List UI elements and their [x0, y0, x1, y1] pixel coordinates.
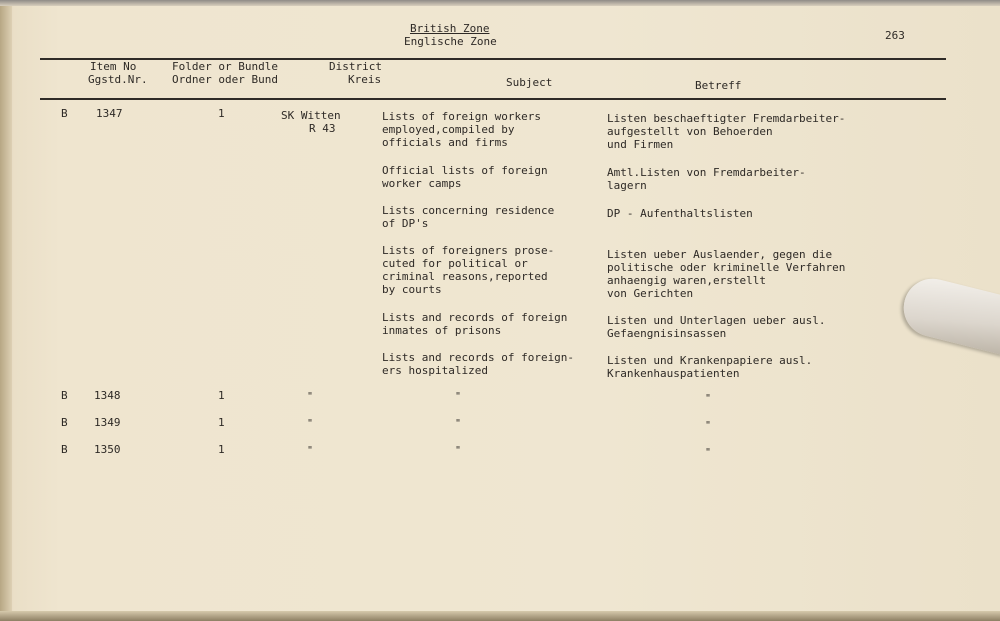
col-district-de: Kreis [348, 73, 382, 86]
subject-line: criminal reasons,reported [382, 270, 548, 283]
item-number: 1348 [94, 389, 121, 402]
zone-title-german: Englische Zone [404, 35, 497, 48]
subject-ditto: " [455, 445, 462, 456]
subject-line: by courts [382, 283, 442, 296]
header-bottom-rule [40, 98, 946, 100]
col-item-no-de: Ggstd.Nr. [88, 73, 148, 86]
row-letter: B [61, 389, 68, 402]
item-number: 1349 [94, 416, 121, 429]
row-letter: B [61, 107, 68, 120]
row-letter: B [61, 443, 68, 456]
betreff-line: von Gerichten [607, 287, 694, 300]
subject-line: of DP's [382, 217, 429, 230]
betreff-line: politische oder kriminelle Verfahren [607, 261, 846, 274]
betreff-line: aufgestellt von Behoerden [607, 125, 773, 138]
subject-line: Lists and records of foreign- [382, 351, 575, 364]
subject-line: Lists of foreign workers [382, 110, 541, 123]
betreff-line: anhaengig waren,erstellt [607, 274, 766, 287]
item-number: 1350 [94, 443, 121, 456]
folder-number: 1 [218, 107, 225, 120]
page-bottom-edge [0, 611, 1000, 621]
betreff-line: Krankenhauspatienten [607, 367, 740, 380]
betreff-line: Amtl.Listen von Fremdarbeiter- [607, 166, 806, 179]
subject-line: inmates of prisons [382, 324, 502, 337]
betreff-ditto: " [705, 393, 712, 404]
betreff-ditto: " [705, 447, 712, 458]
betreff-line: Listen und Krankenpapiere ausl. [607, 354, 813, 367]
subject-line: cuted for political or [382, 257, 528, 270]
subject-ditto: " [455, 391, 462, 402]
district-code: R 43 [309, 122, 336, 135]
folder-number: 1 [218, 443, 225, 456]
page-number: 263 [885, 29, 905, 42]
subject-line: employed,compiled by [382, 123, 515, 136]
col-folder: Folder or Bundle [172, 60, 278, 73]
betreff-line: lagern [607, 179, 647, 192]
col-item-no: Item No [90, 60, 137, 73]
subject-line: officials and firms [382, 136, 508, 149]
betreff-line: Listen ueber Auslaender, gegen die [607, 248, 833, 261]
subject-line: ers hospitalized [382, 364, 488, 377]
subject-line: Lists concerning residence [382, 204, 555, 217]
folder-number: 1 [218, 416, 225, 429]
betreff-ditto: " [705, 420, 712, 431]
district-name: SK Witten [281, 109, 341, 122]
folder-number: 1 [218, 389, 225, 402]
betreff-line: DP - Aufenthaltslisten [607, 207, 753, 220]
item-number: 1347 [96, 107, 123, 120]
betreff-line: Listen beschaeftigter Fremdarbeiter- [607, 112, 846, 125]
subject-line: Lists of foreigners prose- [382, 244, 555, 257]
subject-line: Official lists of foreign [382, 164, 548, 177]
row-letter: B [61, 416, 68, 429]
zone-title-english: British Zone [410, 22, 490, 35]
betreff-line: Gefaengnisinsassen [607, 327, 727, 340]
paper-clip [898, 273, 1000, 356]
betreff-line: Listen und Unterlagen ueber ausl. [607, 314, 826, 327]
col-betreff: Betreff [695, 79, 742, 92]
district-ditto: " [307, 391, 314, 402]
district-ditto: " [307, 445, 314, 456]
betreff-line: und Firmen [607, 138, 674, 151]
subject-ditto: " [455, 418, 462, 429]
subject-line: worker camps [382, 177, 462, 190]
col-district: District [329, 60, 382, 73]
subject-line: Lists and records of foreign [382, 311, 568, 324]
col-folder-de: Ordner oder Bund [172, 73, 278, 86]
district-ditto: " [307, 418, 314, 429]
col-subject: Subject [506, 76, 553, 89]
